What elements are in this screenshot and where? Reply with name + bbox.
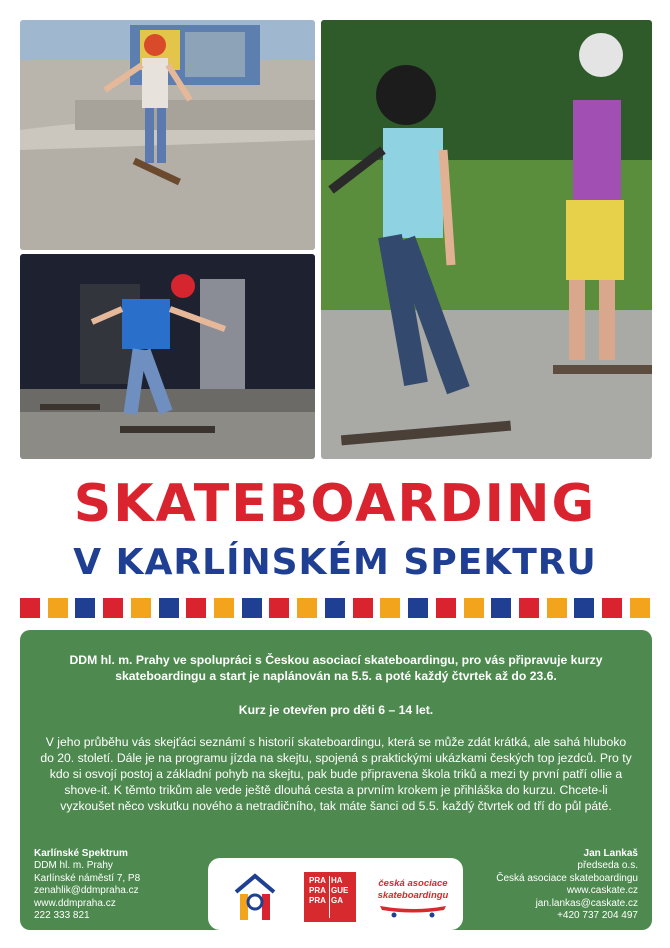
decorative-square bbox=[436, 598, 456, 618]
decorative-square bbox=[408, 598, 428, 618]
decorative-square bbox=[574, 598, 594, 618]
contact-right bbox=[496, 848, 638, 922]
contact-right-email: jan.lankas@caskate.cz bbox=[535, 897, 638, 909]
caskate-logo-line1: česká asociace bbox=[378, 878, 448, 889]
contact-right-name: Jan Lankaš bbox=[583, 848, 638, 859]
praha-logo bbox=[304, 872, 356, 922]
contact-left-line: DDM hl. m. Prahy bbox=[34, 860, 113, 872]
contact-right-phone: +420 737 204 497 bbox=[557, 910, 638, 922]
decorative-square bbox=[75, 598, 95, 618]
decorative-square bbox=[630, 598, 650, 618]
poster-subtitle: V KARLÍNSKÉM SPEKTRU bbox=[73, 542, 597, 583]
contact-left-email: zenahlik@ddmpraha.cz bbox=[34, 885, 139, 897]
poster-title: SKATEBOARDING bbox=[73, 474, 597, 534]
info-panel bbox=[20, 630, 652, 930]
decorative-square bbox=[380, 598, 400, 618]
decorative-square bbox=[269, 598, 289, 618]
photo-skatepark-child-helmet bbox=[20, 20, 315, 250]
decorative-square bbox=[186, 598, 206, 618]
contact-right-line: předseda o.s. bbox=[577, 860, 638, 872]
praha-logo-text: GUE bbox=[331, 886, 349, 895]
praha-logo-text: PRA bbox=[309, 896, 326, 905]
decorative-square bbox=[131, 598, 151, 618]
decorative-square bbox=[48, 598, 68, 618]
decorative-square bbox=[491, 598, 511, 618]
decorative-square bbox=[353, 598, 373, 618]
contact-left-phone: 222 333 821 bbox=[34, 910, 90, 922]
decorative-square bbox=[464, 598, 484, 618]
skateboard-icon bbox=[378, 902, 448, 918]
decorative-square-strip bbox=[20, 598, 650, 620]
decorative-square bbox=[325, 598, 345, 618]
praha-logo-text: PRA bbox=[309, 886, 326, 895]
decorative-square bbox=[297, 598, 317, 618]
contact-left bbox=[34, 848, 140, 922]
contact-right-web: www.caskate.cz bbox=[566, 885, 638, 897]
decorative-square bbox=[214, 598, 234, 618]
caskate-logo-line2: skateboardingu bbox=[377, 890, 449, 901]
praha-logo-text: PRA bbox=[309, 876, 326, 885]
contact-left-name: Karlínské Spektrum bbox=[34, 848, 128, 859]
decorative-square bbox=[602, 598, 622, 618]
photo-two-skaters-outdoor bbox=[321, 20, 652, 459]
caskate-logo bbox=[370, 872, 456, 922]
praha-logo-text: GA bbox=[331, 896, 343, 905]
photo-indoor-child-blue-shirt bbox=[20, 254, 315, 459]
decorative-square bbox=[159, 598, 179, 618]
praha-logo-text: HA bbox=[331, 876, 343, 885]
course-description: V jeho průběhu vás skejťáci seznámí s historií skateboardingu, která se může zdát krátká, ale sahá hluboko do 20. století. Dále je na programu jízda na skejtu, spojená s praktickými ukázkami českých top jezdců. Pro ty kdo si osvojí postoj a základní pohyb na skejtu, pak bude připravena škola triků a mezi ty první patří ollie a shove-it. K těmto trikům ale vede ještě dlouhá cesta a prvním krokem je přihláška do kurzu. Chcete-li vyzkoušet něco vskutku nového a netradičního, tak máte šanci od 5.5. každý čtvrtek od tří do půl páté. bbox=[40, 735, 632, 813]
decorative-square bbox=[242, 598, 262, 618]
contact-right-line: Česká asociace skateboardingu bbox=[496, 872, 638, 884]
contact-left-line: Karlínské náměstí 7, P8 bbox=[34, 872, 141, 884]
decorative-square bbox=[519, 598, 539, 618]
partner-logos bbox=[208, 858, 463, 930]
ddm-house-logo bbox=[232, 872, 278, 922]
intro-text: DDM hl. m. Prahy ve spolupráci s Českou asociací skateboardingu, pro vás připravuje kurzy skateboardingu a start je naplánován na 5.5. a poté každý čtvrtek až do 23.6. bbox=[69, 653, 603, 683]
contact-left-web: www.ddmpraha.cz bbox=[34, 897, 116, 909]
decorative-square bbox=[20, 598, 40, 618]
decorative-square bbox=[547, 598, 567, 618]
decorative-square bbox=[103, 598, 123, 618]
age-range-text: Kurz je otevřen pro děti 6 – 14 let. bbox=[238, 703, 434, 717]
